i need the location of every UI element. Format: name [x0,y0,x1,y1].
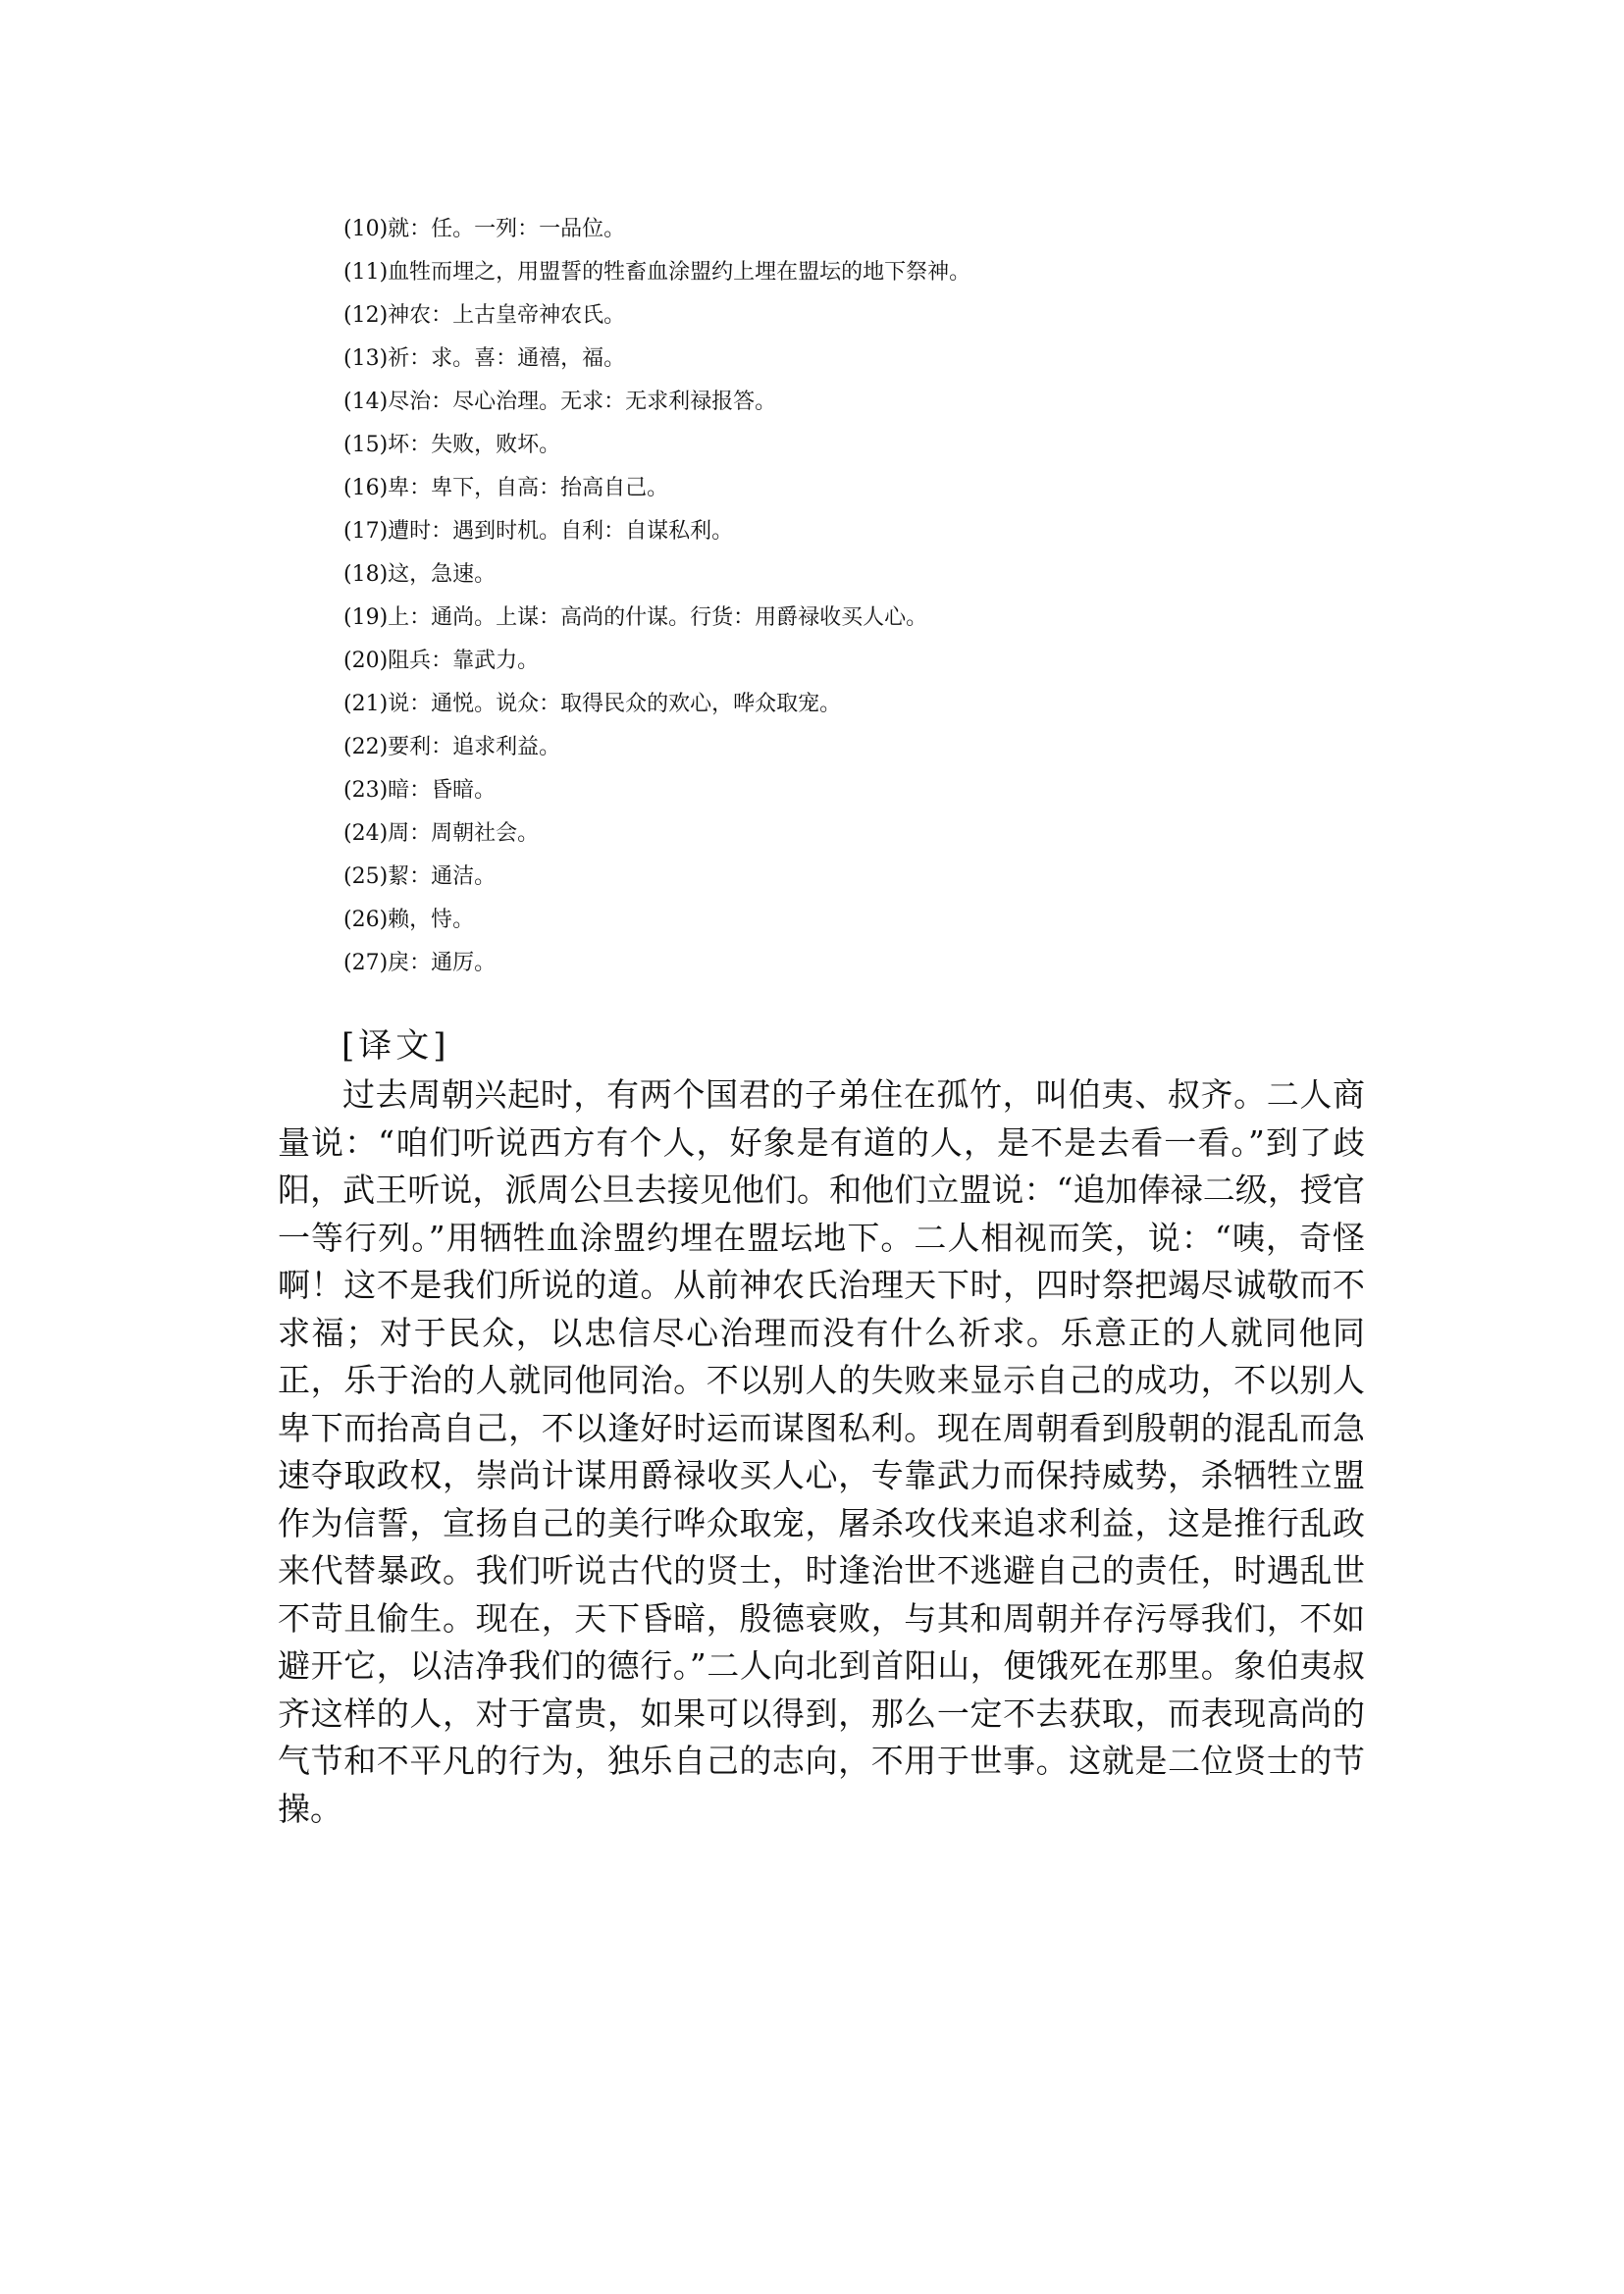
annotation-item: (10)就：任。一列：一品位。 [343,217,626,241]
annotation-item: (26)赖，恃。 [343,908,475,932]
annotation-list [343,208,1325,985]
translation-paragraph: 过去周朝兴起时，有两个国君的子弟住在孤竹，叫伯夷、叔齐。二人商量说：“咱们听说西方有个人，好象是有道的人，是不是去看一看。”到了歧阳，武王听说，派周公旦去接见他们。和他们立盟说：“追加俸禄二级，授官一等行列。”用牺牲血涂盟约埋在盟坛地下。二人相视而笑，说：“咦，奇怪啊！这不是我们所说的道。从前神农氏治理天下时，四时祭把竭尽诚敬而不求福；对于民众，以忠信尽心治理而没有什么祈求。乐意正的人就同他同正，乐于治的人就同他同治。不以别人的失败来显示自己的成功，不以别人卑下而抬高自己，不以逢好时运而谋图私利。现在周朝看到殷朝的混乱而急速夺取政权，崇尚计谋用爵禄收买人心，专靠武力而保持威势，杀牺牲立盟作为信誓，宣扬自己的美行哗众取宠，屠杀攻伐来追求利益，这是推行乱政来代替暴政。我们听说古代的贤士，时逢治世不逃避自己的责任，时遇乱世不苛且偷生。现在，天下昏暗，殷德衰败，与其和周朝并存污辱我们，不如避开它，以洁净我们的德行。”二人向北到首阳山，便饿死在那里。象伯夷叔齐这样的人，对于富贵，如果可以得到，那么一定不去获取，而表现高尚的气节和不平凡的行为，独乐自己的志向，不用于世事。这就是二位贤士的节操。 [278,1075,1365,1828]
annotation-item: (13)祈：求。喜：通禧，福。 [343,346,626,371]
annotation-item: (21)说：通悦。说众：取得民众的欢心，哗众取宠。 [343,692,842,716]
annotation-item: (20)阻兵：靠武力。 [343,649,540,673]
annotation-item: (23)暗：昏暗。 [343,778,497,803]
annotation-item: (14)尽治：尽心治理。无求：无求利禄报答。 [343,390,777,414]
annotation-item: (17)遭时：遇到时机。自利：自谋私利。 [343,519,734,544]
annotation-item: (27)戾：通厉。 [343,951,497,975]
translation-heading: [译文] [341,1026,450,1066]
annotation-item: (25)絜：通洁。 [343,864,497,889]
annotation-item: (12)神农：上古皇帝神农氏。 [343,303,626,328]
annotation-item: (16)卑：卑下，自高：抬高自己。 [343,476,669,500]
annotation-item: (15)坏：失败，败坏。 [343,433,561,457]
annotation-item: (11)血牲而埋之，用盟誓的牲畜血涂盟约上埋在盟坛的地下祭神。 [343,260,971,285]
annotation-item: (22)要利：追求利益。 [343,735,561,759]
annotation-item: (19)上：通尚。上谋：高尚的什谋。行货：用爵禄收买人心。 [343,605,928,630]
annotation-item: (18)这，急速。 [343,562,497,587]
annotation-item: (24)周：周朝社会。 [343,821,540,846]
